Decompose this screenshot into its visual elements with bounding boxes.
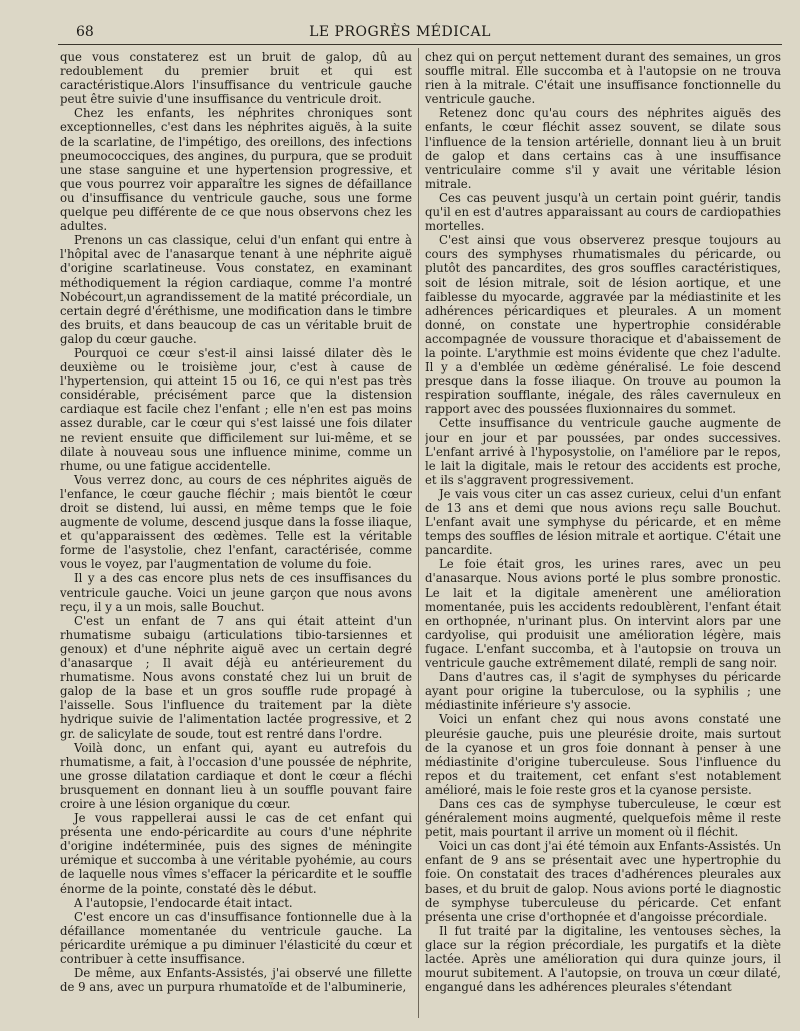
paragraph: Vous verrez donc, au cours de ces néphrites aiguës de l'enfance, le cœur gauche fléchir ; mais bientôt le cœur droit se distend, lui aussi, en même temps que le foie augmente de volume, descend jusque dans la fosse iliaque, et qu'apparaissent des œdèmes. Telle est la véritable forme de l'asystolie, chez l'enfant, caractérisée, comme vous le voyez, par l'augmentation de volume du foie. [60,472,412,572]
paragraph: Retenez donc qu'au cours des néphrites aiguës des enfants, le cœur fléchit assez souvent, se dilate sous l'influence de la tension artérielle, donnant lieu à un bruit de galop et dans certains cas à une insuffisance ventriculaire comme s'il y avait une véritable lésion mitrale. [425,106,781,191]
paragraph: Je vais vous citer un cas assez curieux, celui d'un enfant de 13 ans et demi que nous avions reçu salle Bouchut. L'enfant avait une symphyse du péricarde, et en même temps des souffles de lésion mitrale et aortique. C'était une pancardite. [425,486,781,558]
paragraph: Ces cas peuvent jusqu'à un certain point guérir, tandis qu'il en est d'autres apparaissant au cours de cardiopathies mortelles. [425,190,781,234]
paragraph: Chez les enfants, les néphrites chroniques sont exceptionnelles, c'est dans les néphrites aiguës, à la suite de la scarlatine, de l'impétigo, des oreillons, des infections pneumococciques, des angines, du purpura, que se produit une stase sanguine et une hypertension progressive, et que vous pourrez voir apparaître les signes de défaillance ou d'insuffisance du ventricule gauche, sous une forme quelque peu différente de ce que nous observons chez les adultes. [60,106,412,234]
column-divider [418,48,419,1018]
paragraph: A l'autopsie, l'endocarde était intact. [74,895,293,910]
page-header [0,22,800,44]
paragraph: De même, aux Enfants-Assistés, j'ai observé une fillette de 9 ans, avec un purpura rhumatoïde et de l'albuminerie, [60,966,412,995]
paragraph: Voici un cas dont j'ai été témoin aux Enfants-Assistés. Un enfant de 9 ans se présentait avec une hypertrophie du foie. On constatait des traces d'adhérences pleurales aux bases, et du bruit de galop. Nous avions porté le diagnostic de symphyse tuberculeuse du péricarde. Cet enfant présenta une crise d'orthopnée et d'angoisse précordiale. [425,839,781,924]
paragraph: C'est encore un cas d'insuffisance fontionnelle due à la défaillance momentanée du ventricule gauche. La péricardite urémique a pu diminuer l'élasticité du cœur et contribuer à cette insuffisance. [60,909,412,966]
paragraph: Pourquoi ce cœur s'est-il ainsi laissé dilater dès le deuxième ou le troisième jour, c'est à cause de l'hypertension, qui atteint 15 ou 16, ce qui n'est pas très considérable, précisément parce que la distension cardiaque est facile chez l'enfant ; elle n'en est pas moins assez durable, car le cœur qui s'est laissé une fois dilater ne revient ensuite que difficilement sur lui-même, et se dilate à nouveau sous une influence minime, comme un rhume, ou une fatigue accidentelle. [60,345,412,473]
paragraph: C'est un enfant de 7 ans qui était atteint d'un rhumatisme subaigu (articulations tibio-tarsiennes et genoux) et d'une néphrite aiguë avec un certain degré d'anasarque ; Il avait déjà eu antérieurement du rhumatisme. Nous avons constaté chez lui un bruit de galop de la base et un gros souffle rude propagé à l'aisselle. Sous l'influence du traitement par la diète hydrique suivie de l'alimentation lactée progressive, et 2 gr. de salicylate de soude, tout est rentré dans l'ordre. [60,613,412,741]
right-column [425,50,781,1020]
paragraph: que vous constaterez est un bruit de galop, dû au redoublement du premier bruit et qui est caractéristique.Alors l'insuffisance du ventricule gauche peut être suivie d'une insuffisance du ventricule droit. [60,50,412,107]
paragraph: chez qui on perçut nettement durant des semaines, un gros souffle mitral. Elle succomba et à l'autopsie on ne trouva rien à la mitrale. C'était une insuffisance fonctionnelle du ventricule gauche. [425,50,781,107]
paragraph: Voilà donc, un enfant qui, ayant eu autrefois du rhumatisme, a fait, à l'occasion d'une poussée de néphrite, une grosse dilatation cardiaque et dont le cœur a fléchi brusquement en donnant lieu à un souffle pouvant faire croire à une lésion organique du cœur. [60,740,412,811]
header-rule [58,44,782,45]
left-column [60,50,412,1020]
paragraph: Le foie était gros, les urines rares, avec un peu d'anasarque. Nous avions porté le plus sombre pronostic. Le lait et la digitale amenèrent une amélioration momentanée, puis les accidents redoublèrent, l'enfant était en orthopnée, n'urinant plus. On intervint alors par une cardyolise, qui produisit une amélioration légère, mais fugace. L'enfant succomba, et à l'autopsie on trouva un ventricule gauche extrêmement dilaté, rempli de sang noir. [425,557,781,671]
paragraph: Voici un enfant chez qui nous avons constaté une pleurésie gauche, puis une pleurésie droite, mais surtout de la cyanose et un gros foie donnant à penser à une médiastinite d'origine tuberculeuse. Sous l'influence du repos et du traitement, cet enfant s'est notablement amélioré, mais le foie reste gros et la cyanose persiste. [425,712,781,797]
paragraph: Il fut traité par la digitaline, les ventouses sèches, la glace sur la région précordiale, les purgatifs et la diète lactée. Après une amélioration qui dura quinze jours, il mourut subitement. A l'autopsie, on trouva un cœur dilaté, engangué dans les adhérences pleurales s'étendant [425,923,781,995]
paragraph: Dans ces cas de symphyse tuberculeuse, le cœur est généralement moins augmenté, quelquefois même il reste petit, mais pourtant il arrive un moment où il fléchit. [425,796,781,840]
paragraph: C'est ainsi que vous observerez presque toujours au cours des symphyses rhumatismales du péricarde, ou plutôt des pancardites, des gros souffles caractéristiques, soit de lésion mitrale, soit de lésion aortique, et une faiblesse du myocarde, aggravée par la médiastinite et les adhérences péricardiques et pleurales. A un moment donné, on constate une hypertrophie considérable accompagnée de voussure thoracique et d'abaissement de la pointe. L'arythmie est moins évidente que chez l'adulte. Il y a d'emblée un œdème généralisé. Le foie descend presque dans la fosse iliaque. On trouve au poumon la respiration soufflante, inégale, des râles cavernuleux en rapport avec des poussées fluxionnaires du sommet. [425,233,781,417]
paragraph: Prenons un cas classique, celui d'un enfant qui entre à l'hôpital avec de l'anasarque tenant à une néphrite aiguë d'origine scarlatineuse. Vous constatez, en examinant méthodiquement la région cardiaque, comme l'a montré Nobécourt,un agrandissement de la matité précordiale, un certain degré d'éréthisme, une modification dans le timbre des bruits, et dans beaucoup de cas un véritable bruit de galop du cœur gauche. [60,233,412,346]
paragraph: Cette insuffisance du ventricule gauche augmente de jour en jour et par poussées, par ondes successives. L'enfant arrivé à l'hyposystolie, on l'améliore par le repos, le lait la digitale, mais le retour des accidents est proche, et ils s'aggravent progressivement. [425,416,781,487]
paragraph: Dans d'autres cas, il s'agit de symphyses du péricarde ayant pour origine la tuberculose, ou la syphilis ; une médiastinite inférieure s'y associe. [425,670,781,713]
journal-title: LE PROGRÈS MÉDICAL [309,24,491,40]
page-number: 68 [76,24,94,40]
paragraph: Il y a des cas encore plus nets de ces insuffisances du ventricule gauche. Voici un jeune garçon que nous avons reçu, il y a un mois, salle Bouchut. [60,571,412,614]
paragraph: Je vous rappellerai aussi le cas de cet enfant qui présenta une endo-péricardite au cours d'une néphrite d'origine indéterminée, puis des signes de méningite urémique et succomba à une véritable pyohémie, au cours de laquelle nous vîmes s'effacer la péricardite et le souffle énorme de la pointe, constaté dès le début. [60,811,412,896]
